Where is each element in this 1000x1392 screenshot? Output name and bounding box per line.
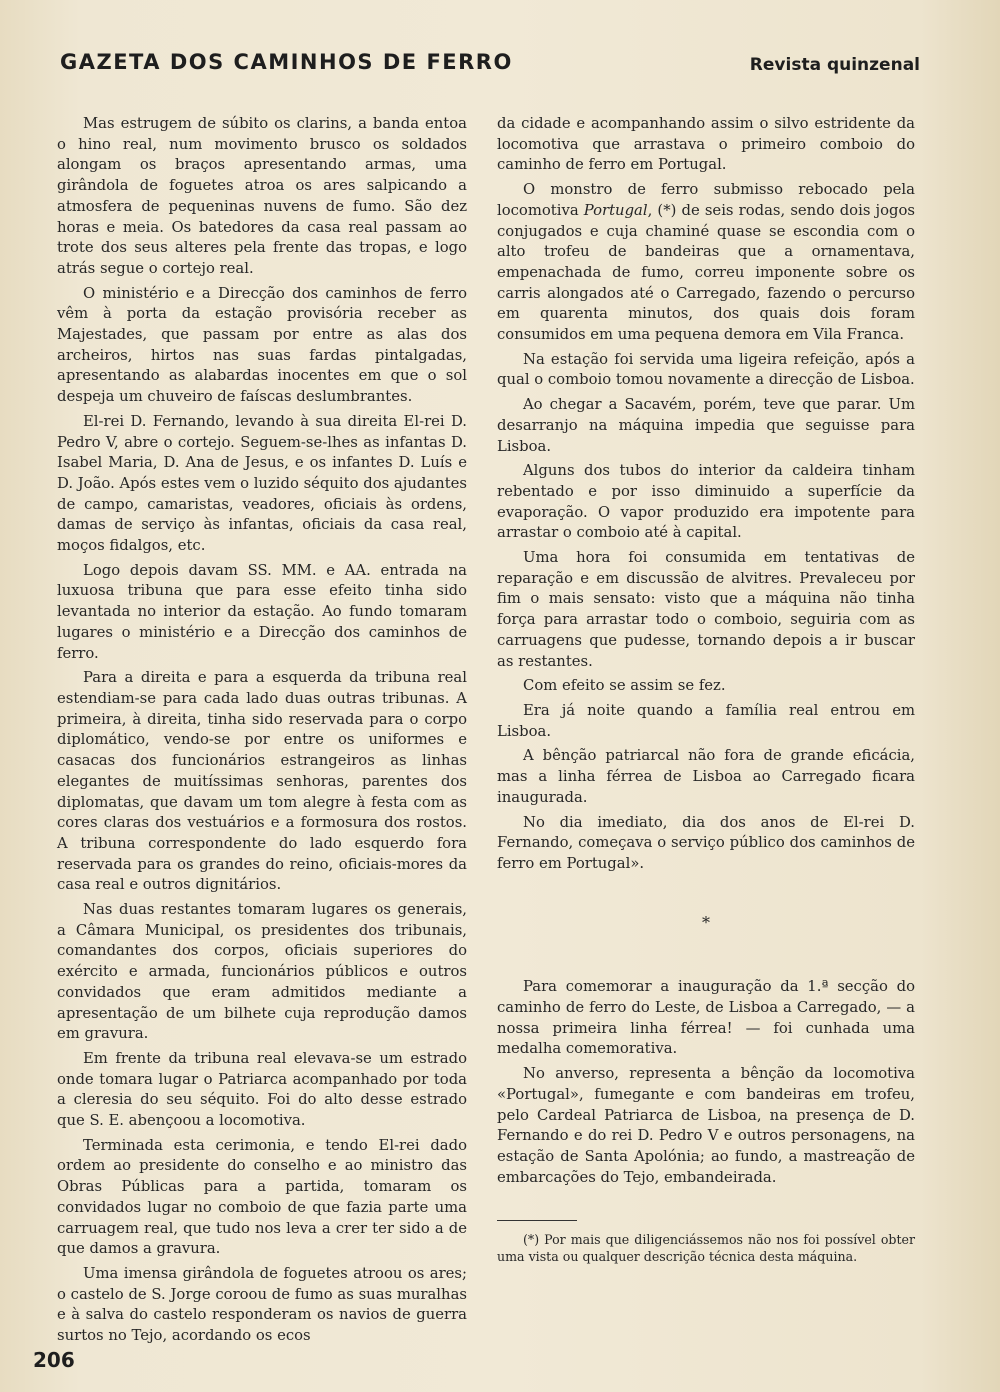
paragraph: Para a direita e para a esquerda da tribuna real estendiam-se para cada lado duas outras tribunas. A primeira, à direita, tinha sido reservada para o corpo diplomático, vendo-se por entre os uniformes e casacas dos funcionários estrangeiros as linhas elegantes de muitíssimas senhoras, parentes dos diplomatas, que davam um tom alegre à festa com as cores claras dos vestuários e a formosura dos rostos. A tribuna correspondente do lado esquerdo fora reservada para os grandes do reino, oficiais-mores da casa real e outros dignitários. xyxy=(57,669,467,894)
paragraph: Nas duas restantes tomaram lugares os generais, a Câmara Municipal, os presidentes dos tribunais, comandantes dos corpos, oficiais superiores do exército e armada, funcionários públicos e outros convidados que eram admitidos mediante a apresentação de um bilhete cuja reprodução damos em gravura. xyxy=(57,901,467,1043)
paragraph: O ministério e a Direcção dos caminhos de ferro vêm à porta da estação provisória receber as Majestades, que passam por entre as alas dos archeiros, hirtos nas suas fardas pintalgadas, apresentando as alabardas inocentes em que o sol despeja um chuveiro de faíscas deslumbrantes. xyxy=(57,284,467,406)
paragraph: Uma imensa girândola de foguetes atroou os ares; o castelo de S. Jorge coroou de fumo as suas muralhas e à salva do castelo responderam os navios de guerra surtos no Tejo, acordando os ecos xyxy=(57,1264,467,1345)
left-column xyxy=(57,114,467,1351)
paragraph: Com efeito se assim se fez. xyxy=(523,677,726,695)
paragraph: Em frente da tribuna real elevava-se um estrado onde tomara lugar o Patriarca acompanhado por toda a cleresia do seu séquito. Foi do alto desse estrado que S. E. abençoou a locomotiva. xyxy=(57,1049,467,1130)
paragraph: El-rei D. Fernando, levando à sua direita El-rei D. Pedro V, abre o cortejo. Seguem-se-lhes as infantas D. Isabel Maria, D. Ana de Jesus, e os infantes D. Luís e D. João. Após estes vem o luzido séquito dos ajudantes de campo, camaristas, veadores, oficiais às ordens, damas de serviço às infantas, oficiais da casa real, moços fidalgos, etc. xyxy=(57,412,467,555)
paragraph-locomotive xyxy=(497,180,915,346)
text-run: O monstro de ferro submisso rebocado pela locomotiva xyxy=(497,181,915,219)
paragraph-continuation: da cidade e acompanhando assim o silvo estridente da locomotiva que arrastava o primeiro comboio do caminho de ferro em Portugal. xyxy=(497,115,915,174)
locomotive-name: Portugal xyxy=(583,201,648,219)
page-number: 206 xyxy=(33,1348,75,1372)
footnote-rule xyxy=(497,1220,577,1221)
paragraph: Terminada esta cerimonia, e tendo El-rei dado ordem ao presidente do conselho e ao ministro das Obras Públicas para a partida, tomaram os convidados lugar no comboio de que fazia parte uma carruagem real, que tudo nos leva a crer ter sido a de que damos a gravura. xyxy=(57,1136,467,1258)
text-run: , (*) de seis rodas, sendo dois jogos conjugados e cuja chaminé quase se escondia com o alto trofeu de bandeiras que a ornamentava, empenachada de fumo, correu imponente sobre os carris alongados até o Carregado, fazendo o percurso em quarenta minutos, dos quais dois foram consumidos em uma pequena demora em Vila Franca. xyxy=(497,201,915,344)
paragraph: Logo depois davam SS. MM. e AA. entrada na luxuosa tribuna que para esse efeito tinha sido levantada no interior da estação. Ao fundo tomaram lugares o ministério e a Direcção dos caminhos de ferro. xyxy=(57,561,467,662)
section-separator-star: * xyxy=(702,912,710,932)
paragraph: A bênção patriarcal não fora de grande eficácia, mas a linha férrea de Lisboa ao Carregado ficara inaugurada. xyxy=(497,747,915,806)
paragraph: Uma hora foi consumida em tentativas de reparação e em discussão de alvitres. Prevaleceu por fim o mais sensato: visto que a máquina não tinha força para arrastar todo o comboio, seguiria com as carruagens que pudesse, tornando depois a ir buscar as restantes. xyxy=(497,549,915,670)
footnote: (*) Por mais que diligenciássemos não nos foi possível obter uma vista ou qualquer descrição técnica desta máquina. xyxy=(497,1232,915,1265)
paragraph: Para comemorar a inauguração da 1.ª secção do caminho de ferro do Leste, de Lisboa a Carregado, — a nossa primeira linha férrea! — foi cunhada uma medalha comemorativa. xyxy=(497,978,915,1058)
paragraph: No anverso, representa a bênção da locomotiva «Portugal», fumegante e com bandeiras em trofeu, pelo Cardeal Patriarca de Lisboa, na presença de D. Fernando e do rei D. Pedro V e outros personagens, na estação de Santa Apolónia; ao fundo, a mastreação de embarcações do Tejo, embandeirada. xyxy=(497,1065,915,1186)
paragraph: Era já noite quando a família real entrou em Lisboa. xyxy=(497,701,915,740)
paragraph: Mas estrugem de súbito os clarins, a banda entoa o hino real, num movimento brusco os soldados alongam os braços apresentando armas, uma girândola de foguetes atroa os ares salpicando a atmosfera de pequeninas nuvens de fumo. São dez horas e meia. Os batedores da casa real passam ao trote dos seus alteres pela frente das tropas, e logo atrás segue o cortejo real. xyxy=(57,115,467,277)
paragraph: Ao chegar a Sacavém, porém, teve que parar. Um desarranjo na máquina impedia que seguisse para Lisboa. xyxy=(497,396,915,455)
paragraph: Na estação foi servida uma ligeira refeição, após a qual o comboio tomou novamente a direcção de Lisboa. xyxy=(497,350,915,389)
journal-title: GAZETA DOS CAMINHOS DE FERRO xyxy=(60,50,513,74)
right-column xyxy=(497,114,915,1269)
journal-subtitle: Revista quinzenal xyxy=(749,55,920,75)
paragraph: No dia imediato, dia dos anos de El-rei D. Fernando, começava o serviço público dos caminhos de ferro em Portugal». xyxy=(497,813,915,872)
paragraph: Alguns dos tubos do interior da caldeira tinham rebentado e por isso diminuido a superfície da evaporação. O vapor produzido era impotente para arrastar o comboio até à capital. xyxy=(497,462,915,542)
